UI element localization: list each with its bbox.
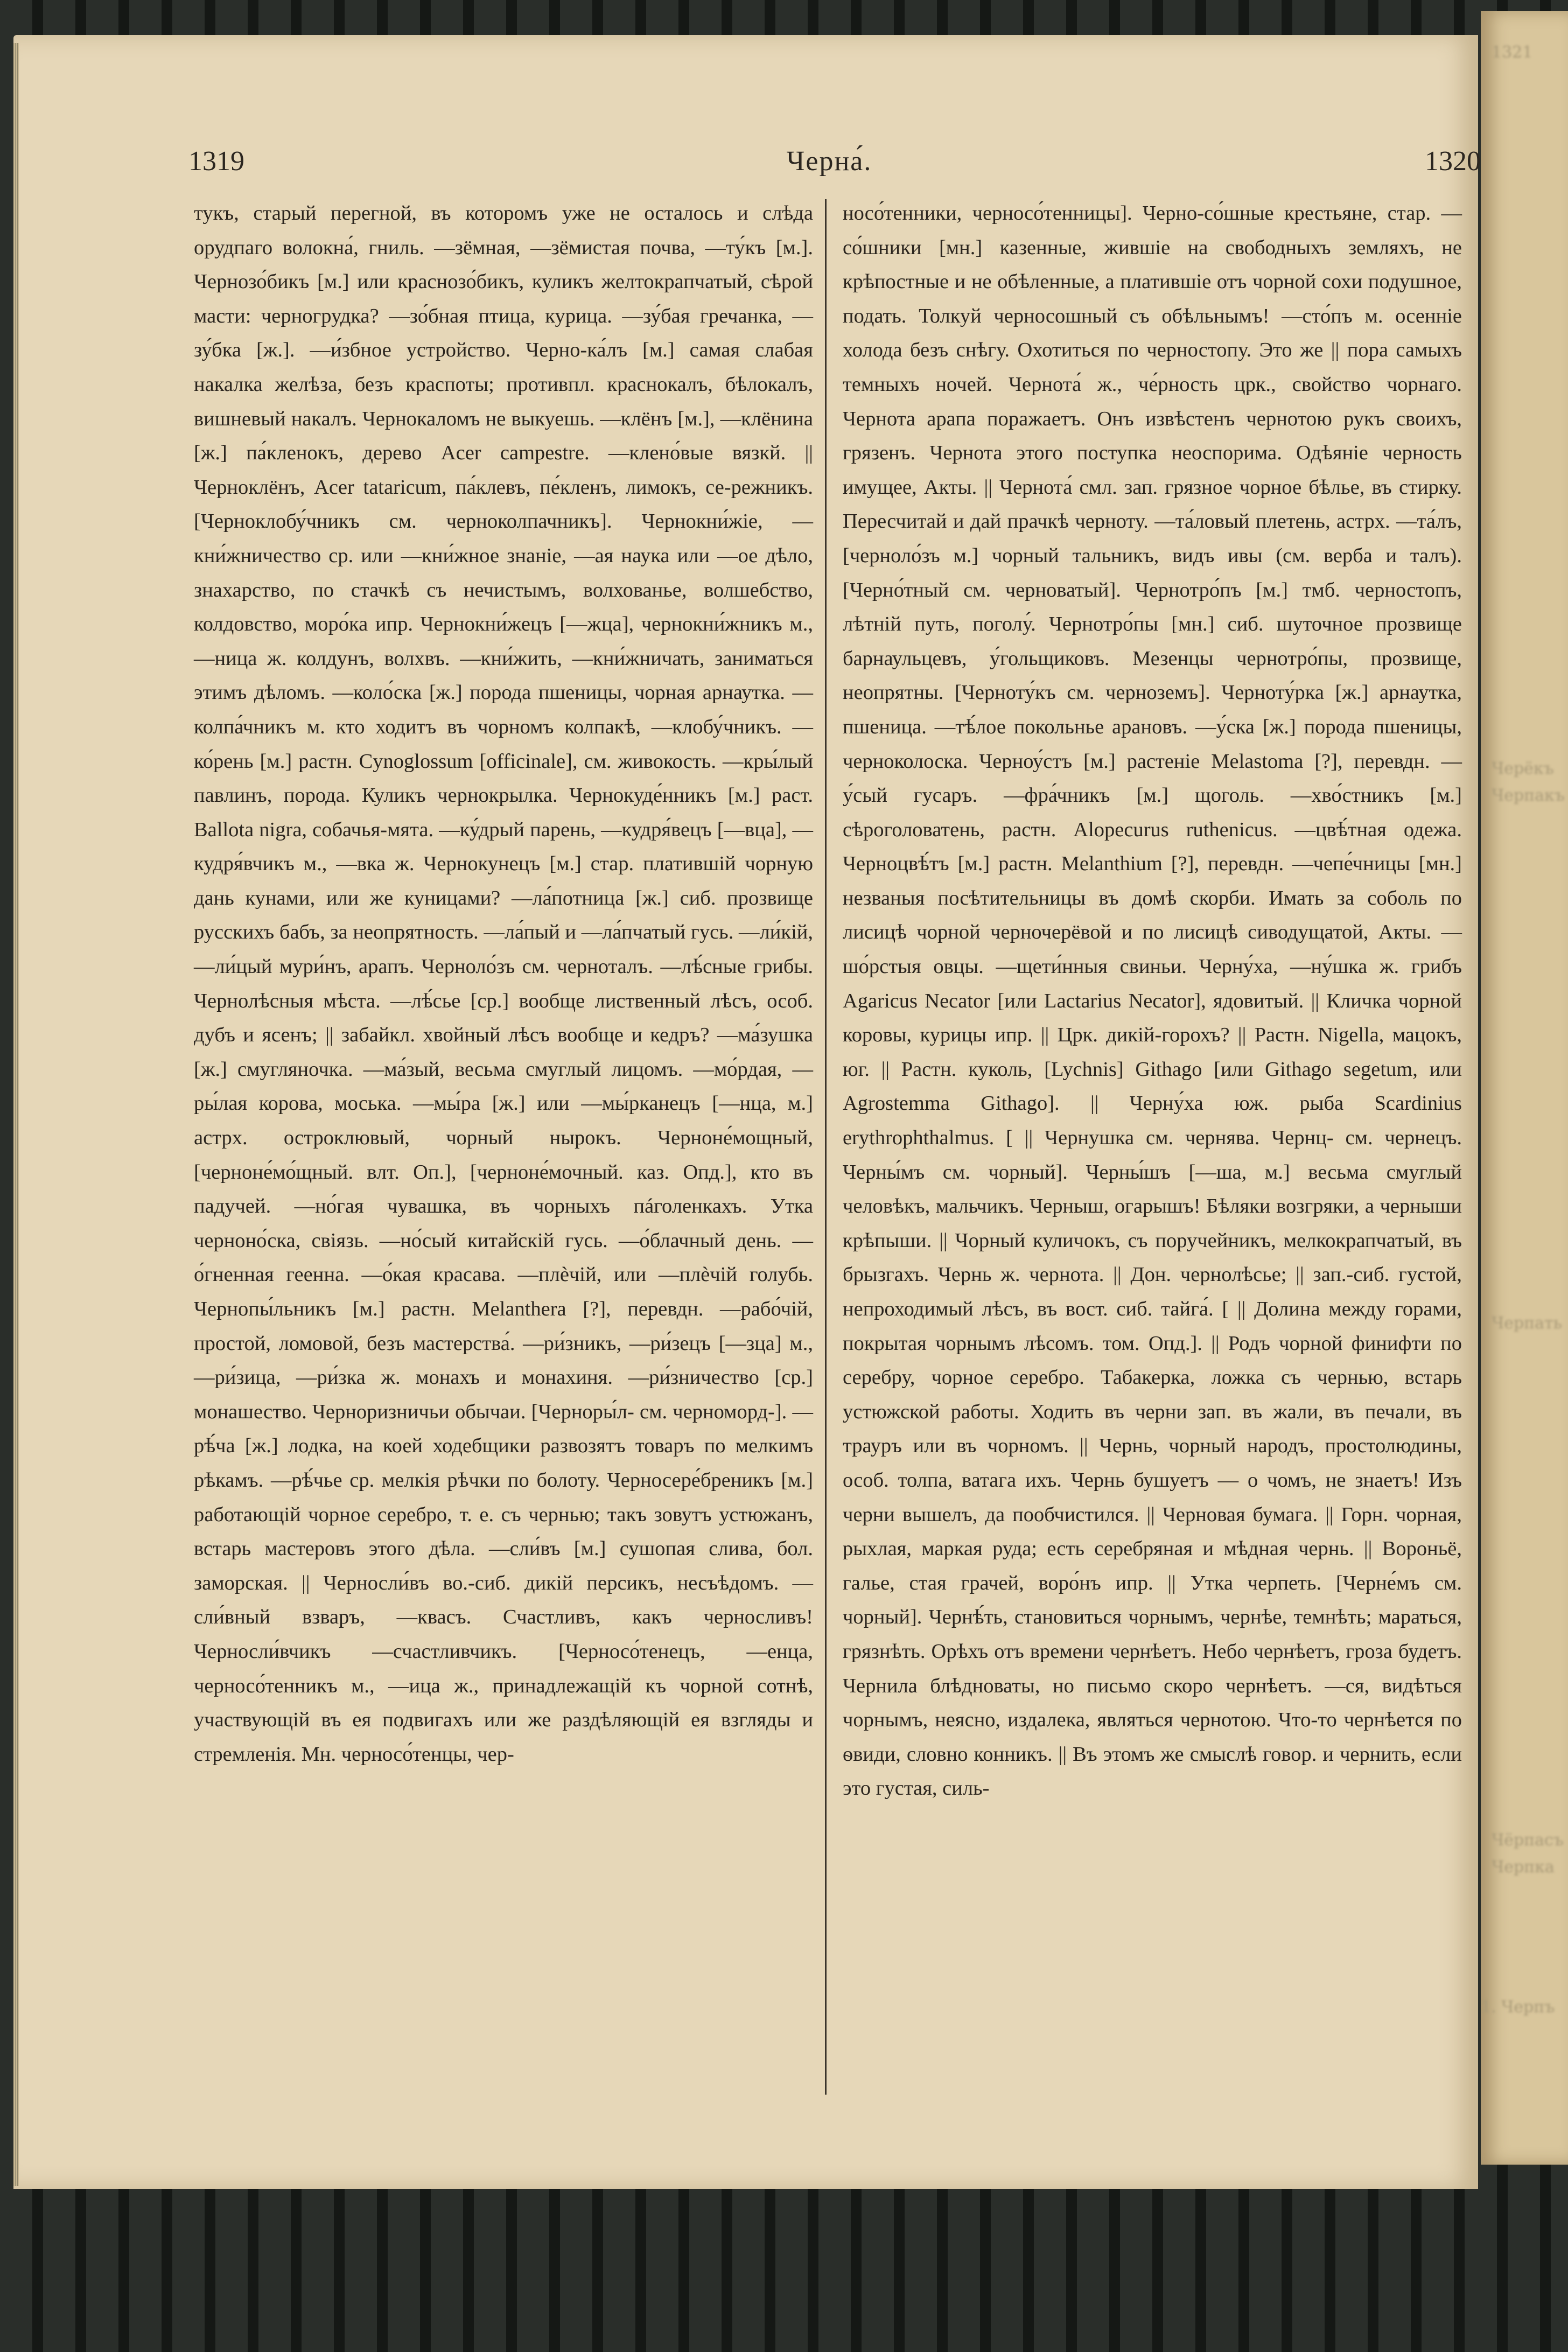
left-column-text: тукъ, старый перегной, въ которомъ уже не осталось и слѣда орудпаго волокна́, гниль. —зёмная, —зёмистая почва, —ту́къ [м.]. Чернозо́бикъ [м.] или краснозо́бикъ, куликъ желтокрапчатый, сѣрой масти: черногрудка? —зо́бная птица, курица. —зу́бая гречанка, —зу́бка [ж.]. —и́збное устройство. Черно-ка́лъ [м.] самая слабая накалка желѣза, безъ краспоты; противпл. краснокалъ, бѣлокалъ, вишневый накалъ. Чернокаломъ не выкуешь. —клёнъ [м.], —клёнина [ж.] па́кленокъ, дерево Acer campestre. —клено́вые вязкй. || Черноклёнъ, Acer tataricum, па́клевъ, пе́кленъ, лимокъ, се-режникъ. [Черноклобу́чникъ см. черноколпачникъ]. Чернокни́жіе, —кни́жничество ср. или —кни́жное знаніе, —ая наука или —ое дѣло, знахарство, по стачкѣ съ нечистымъ, волхованье, волшебство, колдовство, моро́ка ипр. Чернокни́жецъ [—жца], чернокни́жникъ м., —ница ж. колдунъ, волхвъ. —кни́жить, —кни́жничать, заниматься этимъ дѣломъ. —коло́ска [ж.] порода пшеницы, чорная арнаутка. —колпа́чникъ м. кто ходитъ въ чорномъ колпакѣ, —клобу́чникъ. —ко́рень [м.] растн. Cynoglossum [officinale], см. живокость. —кры́лый павлинъ, порода. Куликъ чернокрылка. Чернокуде́нникъ [м.] раст. Ballota nigra, собачья-мята. —ку́дрый парень, —кудря́вецъ [—вца], —кудря́вчикъ м., —вка ж. Чернокунецъ [м.] стар. платившій чорную дань кунами, или же куницами? —ла́потница [ж.] сиб. прозвище русскихъ бабъ, за неопрятность. —ла́пый и —ла́пчатый гусь. —ли́кій, —ли́цый мури́нъ, арапъ. Черноло́зъ см. черноталъ. —лѣ́сные грибы. Чернолѣсныя мѣста. —лѣ́сье [ср.] вообще лиственный лѣсъ, особ. дубъ и ясенъ; || забайкл. хвойный лѣсъ вообще и кедръ? —ма́зушка [ж.] смугляночка. —ма́зый, весьма смуглый лицомъ. —мо́рдая, —ры́лая корова, моська. —мы́ра [ж.] или —мы́рканецъ [—нца, м.] астрх. остроклювый, чорный нырокъ. Черноне́мощный, [черноне́мо́щный. влт. Оп.], [черноне́мочный. каз. Опд.], кто въ падучей. —но́гая чувашка, въ чорныхъ пáголенкахъ. Утка черноно́ска, свіязь. —но́сый китайскій гусь. —о́блачный день. —о́гненная геенна. —о́кая красава. —плѐчій, или —плѐчій голубь. Чернопы́льникъ [м.] растн. Melanthera [?], перевдн. —рабо́чій, простой, ломовой, безъ мастерства́. —ри́зникъ, —ри́зецъ [—зца] м., —ри́зица, —ри́зка ж. монахъ и монахиня. —ри́зничество [ср.] монашество. Черноризничьи обычаи. [Черноры́л- см. черноморд-]. —рѣ́ча [ж.] лодка, на коей ходебщики развозятъ товаръ по мелкимъ рѣкамъ. —рѣ́чье ср. мелкія рѣчки по болоту. Черносере́бреникъ [м.] работающій чорное серебро, т. е. съ чернью; такъ зовутъ устюжанъ, встарь мастеровъ этого дѣла. —сли́въ [м.] сушопая слива, бол. заморская. || Черносли́въ во.-сиб. дикій персикъ, несъѣдомъ. —сли́вный взваръ, —квасъ. Счастливъ, какъ черносливъ! Черносли́вчикъ —счастливчикъ. [Черносо́тенецъ, —енца, черносо́тенникъ м., —ица ж., принадлежащій къ чорной сотнѣ, участвующій въ ея подвигахъ или же раздѣляющій ея взгляды и стремленія. Мн. черносо́тенцы, чер- [194,202,813,1766]
column-divider [825,199,827,2095]
left-column [194,197,813,1772]
page-edge-stack [13,43,19,2186]
right-column-text: носо́тенники, черносо́тенницы]. Черно-со́шные крестьяне, стар. —со́шники [мн.] казенные, жившіе на свободныхъ земляхъ, не крѣпостные и не обѣленные, а платившіе отъ чорной сохи подушное, подать. Толкуй черносошный съ обѣльнымъ! —сто́пъ м. осенніе холода безъ снѣгу. Охотиться по черностопу. Это же || пора самыхъ темныхъ ночей. Чернота́ ж., че́рность црк., свойство чорнаго. Чернота арапа поражаетъ. Онъ извѣстенъ чернотою рукъ своихъ, грязенъ. Чернота этого поступка неоспорима. Одѣяніе черность имущее, Акты. || Чернота́ смл. зап. грязное чорное бѣлье, въ стирку. Пересчитай и дай прачкѣ черноту. —та́ловый плетень, астрх. —та́лъ, [черноло́зъ м.] чорный тальникъ, видъ ивы (см. верба и талъ). [Черно́тный см. черноватый]. Чернотро́пъ [м.] тмб. черностопъ, лѣтній путь, поголу́. Чернотро́пы [мн.] сиб. шуточное прозвище барнаульцевъ, у́гольщиковъ. Мезенцы чернотро́пы, прозвище, неопрятны. [Черноту́къ см. черноземъ]. Черноту́рка [ж.] арнаутка, пшеница. —тѣ́лое покольнье арановъ. —у́ска [ж.] порода пшеницы, черноколоска. Черноу́стъ [м.] растеніе Melastoma [?], перевдн. —у́сый гусаръ. —фра́чникъ [м.] щоголь. —хво́стникъ [м.] сѣроголоватень, растн. Alopecurus ruthenicus. —цвѣ́тная одежа. Черноцвѣ́тъ [м.] растн. Melanthium [?], перевдн. —чепе́чницы [мн.] незваныя посѣтительницы въ домѣ скорби. Имать за соболь по лисицѣ чорной черночерёвой и по лисицѣ сиводущатой, Акты. —шо́рстыя овцы. —щети́нныя свиньи. Черну́ха, —ну́шка ж. грибъ Agaricus Necator [или Lactarius Necator], ядовитый. || Кличка чорной коровы, курицы ипр. || Црк. дикій-горохъ? || Растн. Nigella, мацокъ, юг. || Растн. куколь, [Lychnis] Githago [или Githago segetum, или Agrostemma Githago]. || Черну́ха юж. рыба Scardinius erythrophthalmus. [ || Чернушка см. чернява. Чернц- см. чернецъ. Черны́мъ см. чорный]. Черны́шъ [—ша, м.] весьма смуглый человѣкъ, мальчикъ. Черныш, огарышъ! Бѣляки возгряки, а черныши крѣпыши. || Чорный куличокъ, съ поручейникъ, мелкокрапчатый, въ брызгахъ. Чернь ж. чернота. || Дон. чернолѣсье; || зап.-сиб. густой, непроходимый лѣсъ, въ вост. сиб. тайга́. [ || Долина между горами, покрытая чорнымъ лѣсомъ. том. Опд.]. || Родъ чорной финифти по серебру, чорное серебро. Табакерка, ложка съ чернью, встарь устюжской работы. Ходить въ черни зап. въ жали, въ печали, въ трауръ или въ чорномъ. || Чернь, чорный народъ, простолюдины, особ. толпа, ватага ихъ. Чернь бушуетъ — о чомъ, не знаетъ! Изъ черни вышелъ, да пообчистился. || Черновая бумага. || Горн. чорная, рыхлая, маркая руда; есть серебряная и мѣдная чернь. || Вороньё, галье, стая грачей, воро́нъ ипр. || Утка черпеть. [Черне́мъ см. чорный]. Чернѣ́ть, становиться чорнымъ, чернѣе, темнѣть; мараться, грязнѣть. Орѣхъ отъ времени чернѣетъ. Небо чернѣетъ, гроза будетъ. Чернила блѣдноваты, но письмо скоро чернѣетъ. —ся, видѣться чорнымъ, неясно, издалека, являться чернотою. Что-то чернѣется по ѳвиди, словно конникъ. || Въ этомъ же смыслѣ говор. и чернить, если это густая, силь- [843,202,1462,1800]
page-number-right: 1320 [1425,146,1481,177]
next-page-headword: Чёрпасъ [1492,1831,1564,1850]
next-page-headword: Черпать [1492,1314,1562,1333]
next-page-headword: Черпакъ [1492,786,1565,805]
next-page-headword: Черпка [1492,1858,1555,1877]
next-page-strip [1481,11,1568,2165]
right-column [843,197,1462,1806]
page-number-left: 1319 [188,146,244,177]
page-header [178,145,1481,183]
next-page-number: 1321 [1492,43,1533,62]
next-page-headword: 1. Черпъ [1481,1998,1555,2017]
next-page-headword: Черёкъ [1492,759,1554,778]
running-head: Черна́. [786,146,872,177]
